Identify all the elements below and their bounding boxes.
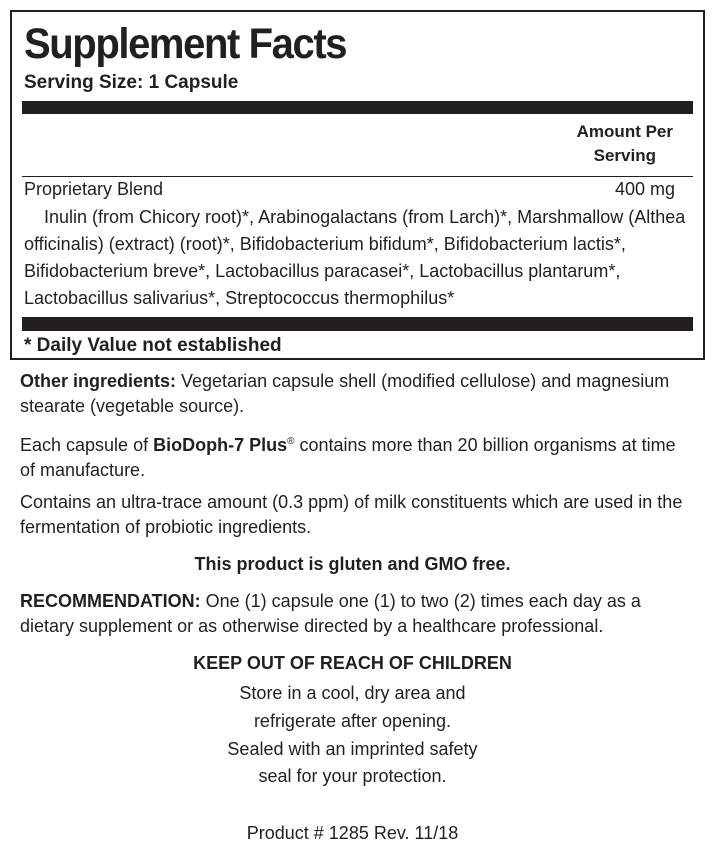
capsule-info: [20, 429, 695, 483]
panel-title: Supplement Facts: [24, 20, 347, 68]
registered-mark: ®: [287, 436, 295, 447]
other-ingredients-label: Other ingredients:: [20, 371, 177, 391]
other-ingredients: [20, 369, 695, 419]
header-divider-rule: [22, 176, 693, 177]
serving-size: Serving Size: 1 Capsule: [24, 72, 239, 93]
recommendation: [20, 589, 695, 639]
bottom-divider-bar: [22, 317, 693, 331]
gluten-note: This product is gluten and GMO free.: [194, 554, 511, 574]
capsule-info-suffix: contains more than 20 billion organisms at time of manufacture.: [20, 435, 676, 480]
warning-heading: KEEP OUT OF REACH OF CHILDREN: [193, 653, 512, 673]
amount-per-serving-header: [577, 120, 673, 168]
amount-header-line2: Serving: [593, 146, 656, 165]
storage-line: Store in a cool, dry area and: [239, 683, 466, 703]
blend-name: Proprietary Blend: [24, 179, 164, 199]
capsule-info-prefix: Each capsule of: [20, 435, 154, 455]
recommendation-label: RECOMMENDATION:: [20, 591, 201, 611]
product-name: BioDoph-7 Plus: [153, 435, 288, 455]
recommendation-text: One (1) capsule one (1) to two (2) times each day as a dietary supplement or as otherwise directed by a healthcare professional.: [20, 591, 641, 636]
blend-amount: 400 mg: [614, 179, 675, 199]
blend-ingredients: Inulin (from Chicory root)*, Arabinogalactans (from Larch)*, Marshmallow (Althea officinalis) (extract) (root)*, Bifidobacterium bifidum*, Bifidobacterium lactis*, Bifidobacterium breve*, Lactobacillus paracasei*, Lactobacillus plantarum*, Lactobacillus salivarius*, Streptococcus thermophilus*: [24, 207, 686, 308]
other-ingredients-text: Vegetarian capsule shell (modified cellulose) and magnesium stearate (vegetable source).: [20, 371, 670, 416]
storage-line: Sealed with an imprinted safety: [227, 739, 478, 759]
milk-note: Contains an ultra-trace amount (0.3 ppm) of milk constituents which are used in the fermentation of probiotic ingredients.: [20, 492, 683, 537]
daily-value-note: * Daily Value not established: [24, 335, 282, 356]
storage-line: seal for your protection.: [258, 766, 447, 786]
amount-header-line1: Amount Per: [576, 122, 673, 141]
product-number: Product # 1285 Rev. 11/18: [246, 823, 459, 843]
supplement-facts-panel: [10, 10, 705, 360]
storage-line: refrigerate after opening.: [253, 711, 452, 731]
top-divider-bar: [22, 101, 693, 114]
